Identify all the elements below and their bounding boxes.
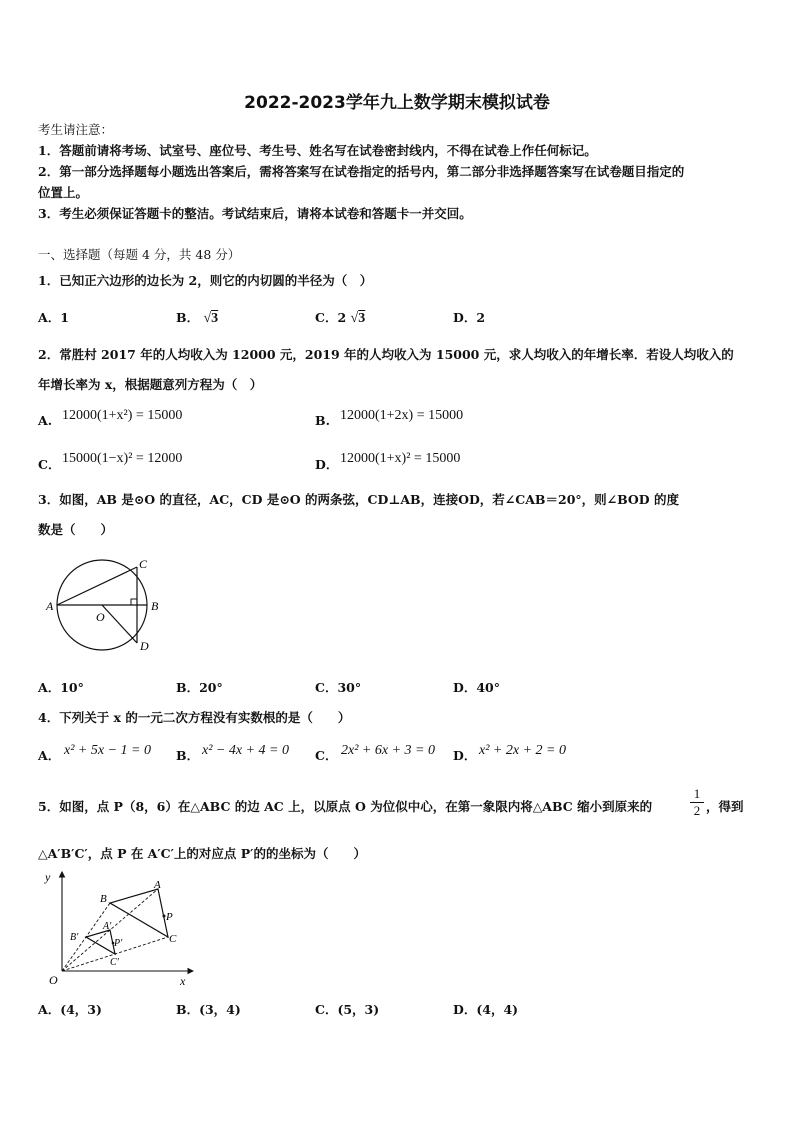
q4-label-d: D． [453,748,477,763]
label-y: y [45,870,51,884]
circle-figure [40,555,180,655]
chord-ac [57,567,137,605]
q4-label-b: B． [176,748,200,763]
q2-option-d: 12000(1+x)² = 15000 [340,451,461,466]
notice-item-3: 3．考生必须保证答题卡的整洁。考试结束后，请将本试卷和答题卡一并交回。 [38,206,472,221]
question-5-stem-line2: △A′B′C′，点 P 在 A′C′上的对应点 P′的的坐标为（ ） [38,846,366,861]
label-b-prime: B′ [70,932,79,943]
page-title: 2022-2023学年九上数学期末模拟试卷 [244,93,550,113]
q2-option-c: 15000(1−x)² = 12000 [62,451,183,466]
q4-label-a: A． [38,748,61,763]
right-angle-mark [131,599,137,605]
fraction-numerator: 1 [693,786,701,801]
label-c: C [139,557,148,571]
question-5-stem-tail: ，得到 [706,799,744,814]
similarity-figure [40,868,200,990]
question-5-stem-line1: 5．如图，点 P（8，6）在△ABC 的边 AC 上，以原点 O 为位似中心，在第一象限内将△ABC 缩小到原来的 [38,799,653,814]
question-1-stem: 1．已知正六边形的边长为 2，则它的内切圆的半径为（ ） [38,273,373,288]
notice-item-2: 2．第一部分选择题每小题选出答案后，需将答案写在试卷指定的括号内，第二部分非选择题答案写在试卷题目指定的 [38,164,685,179]
triangle-abc [110,889,168,937]
q5-option-b: B．(3，4) [176,1002,241,1017]
label-b: B [100,893,107,905]
q3-option-c: C．30° [315,680,362,695]
notice-item-1: 1．答题前请将考场、试室号、座位号、考生号、姓名写在试卷密封线内，不得在试卷上作任何标记。 [38,143,597,158]
label-d: D [140,639,149,653]
label-o: O [96,610,105,624]
q1-option-d: D．2 [453,310,486,325]
question-4-stem: 4．下列关于 x 的一元二次方程没有实数根的是（ ） [38,710,351,725]
q2-option-b: 12000(1+2x) = 15000 [340,408,464,423]
q4-option-c: 2x² + 6x + 3 = 0 [341,743,435,758]
segment-od [102,605,137,643]
q2-label-c: C． [38,457,61,472]
label-c-prime: C′ [110,957,119,968]
q3-option-d: D．40° [453,680,500,695]
label-a: A [154,879,161,891]
label-a-prime: A′ [103,921,112,932]
q3-option-b: B．20° [176,680,223,695]
q3-option-a: A．10° [38,680,84,695]
q5-option-d: D．(4，4) [453,1002,519,1017]
question-3-stem-line1: 3．如图，AB 是⊙O 的直径，AC，CD 是⊙O 的两条弦，CD⊥AB，连接OD，若∠CAB＝20°，则∠BOD 的度 [38,492,679,507]
label-p: P [166,911,173,923]
q1-option-a: A．1 [38,310,69,325]
q4-option-a: x² + 5x − 1 = 0 [64,743,151,758]
notice-item-2-cont: 位置上。 [38,185,89,200]
q5-option-a: A．(4，3) [38,1002,102,1017]
fraction-half [690,786,704,819]
label-c: C [169,933,177,945]
question-2-stem-line1: 2．常胜村 2017 年的人均收入为 12000 元，2019 年的人均收入为 15000 元，求人均收入的年增长率．若设人均收入的 [38,347,734,362]
label-origin: O [49,973,58,987]
q1-option-b: B． √3 [176,310,219,326]
q4-option-b: x² − 4x + 4 = 0 [202,743,289,758]
q4-label-c: C． [315,748,338,763]
q4-option-d: x² + 2x + 2 = 0 [479,743,566,758]
label-p-prime: P′ [114,938,123,949]
question-3-stem-line2: 数是（ ） [38,522,114,537]
q2-label-a: A. [38,413,53,428]
triangle-a2b2c2 [86,930,115,954]
label-a: A [46,599,54,613]
label-b: B [151,599,159,613]
q2-label-d: D． [315,457,339,472]
fraction-denominator: 2 [690,802,704,819]
q2-label-b: B. [315,413,330,428]
q2-option-a: 12000(1+x²) = 15000 [62,408,183,423]
q1-option-c: C．2 √3 [315,310,366,326]
label-x: x [180,974,186,988]
question-2-stem-line2: 年增长率为 x，根据题意列方程为（ ） [38,377,263,392]
section-heading: 一、选择题（每题 4 分，共 48 分） [38,247,241,262]
notice-heading: 考生请注意： [38,122,114,137]
q5-option-c: C．(5，3) [315,1002,380,1017]
